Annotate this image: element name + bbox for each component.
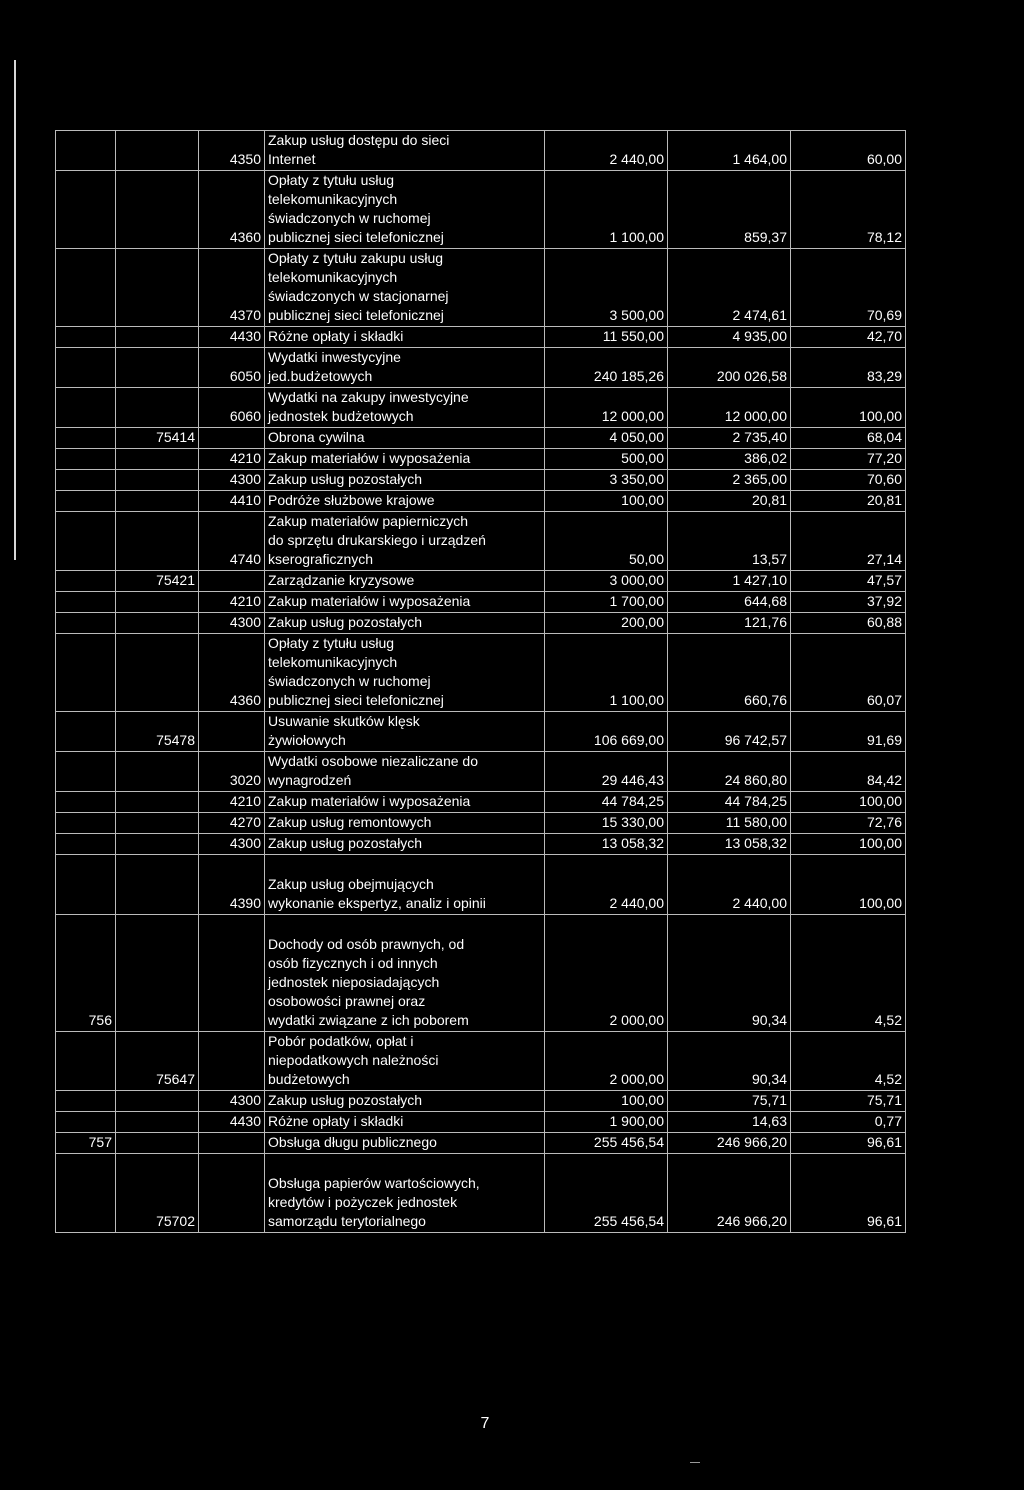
cell-wykonanie: 644,68 xyxy=(668,592,791,613)
cell-plan: 3 000,00 xyxy=(545,571,668,592)
cell-plan: 3 500,00 xyxy=(545,249,668,327)
cell-paragraf: 6060 xyxy=(199,388,265,428)
cell-plan: 500,00 xyxy=(545,449,668,470)
table-row xyxy=(56,348,906,388)
cell-wykonanie: 660,76 xyxy=(668,634,791,712)
table-row xyxy=(56,470,906,491)
cell-wykonanie: 13 058,32 xyxy=(668,834,791,855)
cell-paragraf: 4300 xyxy=(199,613,265,634)
cell-dzial xyxy=(56,592,116,613)
table-row xyxy=(56,613,906,634)
cell-rozdzial xyxy=(116,491,199,512)
cell-dzial xyxy=(56,1032,116,1091)
cell-opis: Zakup usług remontowych xyxy=(265,813,545,834)
cell-opis: Podróże służbowe krajowe xyxy=(265,491,545,512)
cell-procent: 91,69 xyxy=(791,712,906,752)
cell-procent: 78,12 xyxy=(791,171,906,249)
cell-procent: 60,07 xyxy=(791,634,906,712)
cell-paragraf xyxy=(199,712,265,752)
cell-rozdzial xyxy=(116,634,199,712)
cell-paragraf: 4210 xyxy=(199,449,265,470)
cell-paragraf: 4390 xyxy=(199,855,265,915)
cell-plan: 15 330,00 xyxy=(545,813,668,834)
table-row xyxy=(56,1032,906,1091)
cell-procent: 100,00 xyxy=(791,792,906,813)
cell-opis: Opłaty z tytułu usług telekomunikacyjnych świadczonych w ruchomej publicznej sieci telefonicznej xyxy=(265,634,545,712)
cell-plan: 2 000,00 xyxy=(545,915,668,1032)
cell-opis: Obrona cywilna xyxy=(265,428,545,449)
cell-paragraf: 4410 xyxy=(199,491,265,512)
cell-rozdzial xyxy=(116,1112,199,1133)
cell-wykonanie: 90,34 xyxy=(668,915,791,1032)
cell-paragraf: 6050 xyxy=(199,348,265,388)
cell-procent: 20,81 xyxy=(791,491,906,512)
cell-opis: Obsługa papierów wartościowych, kredytów i pożyczek jednostek samorządu terytorialnego xyxy=(265,1154,545,1233)
cell-procent: 96,61 xyxy=(791,1154,906,1233)
cell-procent: 47,57 xyxy=(791,571,906,592)
cell-plan: 4 050,00 xyxy=(545,428,668,449)
cell-paragraf: 4270 xyxy=(199,813,265,834)
table-row xyxy=(56,571,906,592)
cell-plan: 1 100,00 xyxy=(545,634,668,712)
cell-plan: 100,00 xyxy=(545,1091,668,1112)
cell-paragraf: 4360 xyxy=(199,171,265,249)
cell-plan: 50,00 xyxy=(545,512,668,571)
cell-opis: Wydatki osobowe niezaliczane do wynagrodzeń xyxy=(265,752,545,792)
cell-dzial: 756 xyxy=(56,915,116,1032)
cell-plan: 11 550,00 xyxy=(545,327,668,348)
cell-opis: Pobór podatków, opłat i niepodatkowych należności budżetowych xyxy=(265,1032,545,1091)
cell-dzial xyxy=(56,613,116,634)
cell-plan: 1 100,00 xyxy=(545,171,668,249)
cell-paragraf xyxy=(199,1154,265,1233)
cell-procent: 68,04 xyxy=(791,428,906,449)
cell-wykonanie: 859,37 xyxy=(668,171,791,249)
table-row xyxy=(56,171,906,249)
cell-procent: 100,00 xyxy=(791,834,906,855)
table-row xyxy=(56,512,906,571)
cell-opis: Usuwanie skutków klęsk żywiołowych xyxy=(265,712,545,752)
cell-opis: Zakup materiałów papierniczych do sprzętu drukarskiego i urządzeń kserograficznych xyxy=(265,512,545,571)
cell-procent: 60,88 xyxy=(791,613,906,634)
cell-paragraf: 4300 xyxy=(199,834,265,855)
cell-rozdzial: 75478 xyxy=(116,712,199,752)
cell-wykonanie: 246 966,20 xyxy=(668,1154,791,1233)
cell-plan: 2 440,00 xyxy=(545,855,668,915)
cell-wykonanie: 11 580,00 xyxy=(668,813,791,834)
cell-opis: Opłaty z tytułu usług telekomunikacyjnych świadczonych w ruchomej publicznej sieci telefonicznej xyxy=(265,171,545,249)
cell-wykonanie: 386,02 xyxy=(668,449,791,470)
cell-paragraf xyxy=(199,1133,265,1154)
cell-plan: 29 446,43 xyxy=(545,752,668,792)
cell-opis: Różne opłaty i składki xyxy=(265,1112,545,1133)
cell-opis: Zakup usług pozostałych xyxy=(265,1091,545,1112)
cell-wykonanie: 2 440,00 xyxy=(668,855,791,915)
cell-rozdzial xyxy=(116,1133,199,1154)
cell-opis: Zarządzanie kryzysowe xyxy=(265,571,545,592)
cell-rozdzial xyxy=(116,449,199,470)
cell-paragraf: 4740 xyxy=(199,512,265,571)
table-row xyxy=(56,915,906,1032)
cell-dzial xyxy=(56,571,116,592)
table-row xyxy=(56,792,906,813)
cell-plan: 1 700,00 xyxy=(545,592,668,613)
table-row xyxy=(56,249,906,327)
cell-paragraf: 3020 xyxy=(199,752,265,792)
left-margin-line xyxy=(14,60,16,560)
cell-dzial xyxy=(56,491,116,512)
cell-paragraf: 4430 xyxy=(199,1112,265,1133)
table-row xyxy=(56,834,906,855)
cell-dzial xyxy=(56,1091,116,1112)
cell-rozdzial xyxy=(116,348,199,388)
table-row xyxy=(56,491,906,512)
cell-opis: Zakup usług dostępu do sieci Internet xyxy=(265,131,545,171)
cell-opis: Dochody od osób prawnych, od osób fizycznych i od innych jednostek nieposiadających osobowości prawnej oraz wydatki związane z ich poborem xyxy=(265,915,545,1032)
cell-rozdzial: 75702 xyxy=(116,1154,199,1233)
cell-opis: Zakup usług obejmujących wykonanie ekspertyz, analiz i opinii xyxy=(265,855,545,915)
cell-dzial xyxy=(56,792,116,813)
cell-rozdzial xyxy=(116,613,199,634)
table-row xyxy=(56,752,906,792)
cell-procent: 75,71 xyxy=(791,1091,906,1112)
cell-dzial xyxy=(56,834,116,855)
cell-procent: 77,20 xyxy=(791,449,906,470)
cell-plan: 12 000,00 xyxy=(545,388,668,428)
cell-plan: 13 058,32 xyxy=(545,834,668,855)
cell-opis: Zakup usług pozostałych xyxy=(265,834,545,855)
cell-wykonanie: 4 935,00 xyxy=(668,327,791,348)
table-row xyxy=(56,592,906,613)
cell-rozdzial xyxy=(116,512,199,571)
table-row xyxy=(56,1154,906,1233)
cell-procent: 27,14 xyxy=(791,512,906,571)
cell-paragraf xyxy=(199,571,265,592)
cell-dzial xyxy=(56,813,116,834)
cell-procent: 96,61 xyxy=(791,1133,906,1154)
table-row xyxy=(56,327,906,348)
table-row xyxy=(56,813,906,834)
cell-rozdzial xyxy=(116,592,199,613)
cell-dzial xyxy=(56,512,116,571)
cell-plan: 3 350,00 xyxy=(545,470,668,491)
cell-rozdzial: 75647 xyxy=(116,1032,199,1091)
cell-dzial xyxy=(56,388,116,428)
cell-rozdzial xyxy=(116,131,199,171)
cell-rozdzial xyxy=(116,915,199,1032)
cell-opis: Zakup materiałów i wyposażenia xyxy=(265,592,545,613)
footer-mark xyxy=(690,1462,700,1463)
cell-wykonanie: 44 784,25 xyxy=(668,792,791,813)
cell-rozdzial xyxy=(116,388,199,428)
cell-wykonanie: 75,71 xyxy=(668,1091,791,1112)
cell-paragraf: 4300 xyxy=(199,470,265,491)
cell-rozdzial xyxy=(116,855,199,915)
cell-wykonanie: 246 966,20 xyxy=(668,1133,791,1154)
cell-plan: 255 456,54 xyxy=(545,1154,668,1233)
cell-dzial xyxy=(56,470,116,491)
cell-plan: 240 185,26 xyxy=(545,348,668,388)
cell-opis: Obsługa długu publicznego xyxy=(265,1133,545,1154)
cell-dzial xyxy=(56,634,116,712)
cell-wykonanie: 90,34 xyxy=(668,1032,791,1091)
cell-dzial xyxy=(56,348,116,388)
cell-dzial xyxy=(56,752,116,792)
table-row xyxy=(56,634,906,712)
cell-dzial xyxy=(56,1112,116,1133)
cell-procent: 84,42 xyxy=(791,752,906,792)
cell-opis: Różne opłaty i składki xyxy=(265,327,545,348)
cell-procent: 4,52 xyxy=(791,915,906,1032)
cell-rozdzial: 75414 xyxy=(116,428,199,449)
cell-rozdzial xyxy=(116,792,199,813)
cell-paragraf xyxy=(199,428,265,449)
budget-table xyxy=(55,130,906,1233)
cell-wykonanie: 1 427,10 xyxy=(668,571,791,592)
cell-wykonanie: 96 742,57 xyxy=(668,712,791,752)
cell-dzial xyxy=(56,855,116,915)
cell-dzial xyxy=(56,712,116,752)
cell-procent: 72,76 xyxy=(791,813,906,834)
cell-rozdzial xyxy=(116,834,199,855)
cell-wykonanie: 20,81 xyxy=(668,491,791,512)
cell-rozdzial xyxy=(116,470,199,491)
cell-wykonanie: 1 464,00 xyxy=(668,131,791,171)
cell-plan: 44 784,25 xyxy=(545,792,668,813)
cell-wykonanie: 24 860,80 xyxy=(668,752,791,792)
cell-wykonanie: 2 735,40 xyxy=(668,428,791,449)
cell-procent: 4,52 xyxy=(791,1032,906,1091)
table-row xyxy=(56,131,906,171)
cell-procent: 70,60 xyxy=(791,470,906,491)
table-row xyxy=(56,1133,906,1154)
cell-dzial xyxy=(56,1154,116,1233)
cell-plan: 106 669,00 xyxy=(545,712,668,752)
budget-table-body xyxy=(56,131,906,1233)
cell-opis: Zakup materiałów i wyposażenia xyxy=(265,792,545,813)
cell-paragraf xyxy=(199,915,265,1032)
cell-paragraf: 4370 xyxy=(199,249,265,327)
cell-procent: 0,77 xyxy=(791,1112,906,1133)
cell-opis: Wydatki na zakupy inwestycyjne jednostek budżetowych xyxy=(265,388,545,428)
cell-procent: 60,00 xyxy=(791,131,906,171)
cell-paragraf: 4430 xyxy=(199,327,265,348)
cell-dzial xyxy=(56,449,116,470)
cell-dzial: 757 xyxy=(56,1133,116,1154)
cell-rozdzial: 75421 xyxy=(116,571,199,592)
cell-wykonanie: 12 000,00 xyxy=(668,388,791,428)
cell-procent: 42,70 xyxy=(791,327,906,348)
cell-opis: Wydatki inwestycyjne jed.budżetowych xyxy=(265,348,545,388)
cell-paragraf: 4300 xyxy=(199,1091,265,1112)
cell-opis: Opłaty z tytułu zakupu usług telekomunikacyjnych świadczonych w stacjonarnej publicznej sieci telefonicznej xyxy=(265,249,545,327)
cell-paragraf: 4210 xyxy=(199,792,265,813)
cell-plan: 200,00 xyxy=(545,613,668,634)
cell-dzial xyxy=(56,428,116,449)
cell-opis: Zakup usług pozostałych xyxy=(265,470,545,491)
cell-procent: 100,00 xyxy=(791,855,906,915)
cell-rozdzial xyxy=(116,1091,199,1112)
cell-wykonanie: 2 474,61 xyxy=(668,249,791,327)
cell-procent: 83,29 xyxy=(791,348,906,388)
cell-plan: 2 440,00 xyxy=(545,131,668,171)
cell-opis: Zakup materiałów i wyposażenia xyxy=(265,449,545,470)
cell-wykonanie: 200 026,58 xyxy=(668,348,791,388)
cell-plan: 100,00 xyxy=(545,491,668,512)
page-number: 7 xyxy=(480,1415,490,1432)
cell-dzial xyxy=(56,171,116,249)
table-row xyxy=(56,1112,906,1133)
cell-plan: 255 456,54 xyxy=(545,1133,668,1154)
cell-opis: Zakup usług pozostałych xyxy=(265,613,545,634)
cell-wykonanie: 14,63 xyxy=(668,1112,791,1133)
cell-rozdzial xyxy=(116,752,199,792)
cell-paragraf: 4360 xyxy=(199,634,265,712)
cell-plan: 2 000,00 xyxy=(545,1032,668,1091)
table-row xyxy=(56,1091,906,1112)
cell-procent: 100,00 xyxy=(791,388,906,428)
table-row xyxy=(56,428,906,449)
cell-dzial xyxy=(56,131,116,171)
cell-dzial xyxy=(56,249,116,327)
table-row xyxy=(56,855,906,915)
table-row xyxy=(56,388,906,428)
cell-dzial xyxy=(56,327,116,348)
cell-wykonanie: 121,76 xyxy=(668,613,791,634)
cell-procent: 70,69 xyxy=(791,249,906,327)
cell-procent: 37,92 xyxy=(791,592,906,613)
cell-paragraf: 4210 xyxy=(199,592,265,613)
cell-plan: 1 900,00 xyxy=(545,1112,668,1133)
table-row xyxy=(56,449,906,470)
cell-paragraf: 4350 xyxy=(199,131,265,171)
cell-wykonanie: 13,57 xyxy=(668,512,791,571)
cell-rozdzial xyxy=(116,171,199,249)
cell-rozdzial xyxy=(116,327,199,348)
cell-paragraf xyxy=(199,1032,265,1091)
cell-rozdzial xyxy=(116,249,199,327)
cell-wykonanie: 2 365,00 xyxy=(668,470,791,491)
table-row xyxy=(56,712,906,752)
cell-rozdzial xyxy=(116,813,199,834)
